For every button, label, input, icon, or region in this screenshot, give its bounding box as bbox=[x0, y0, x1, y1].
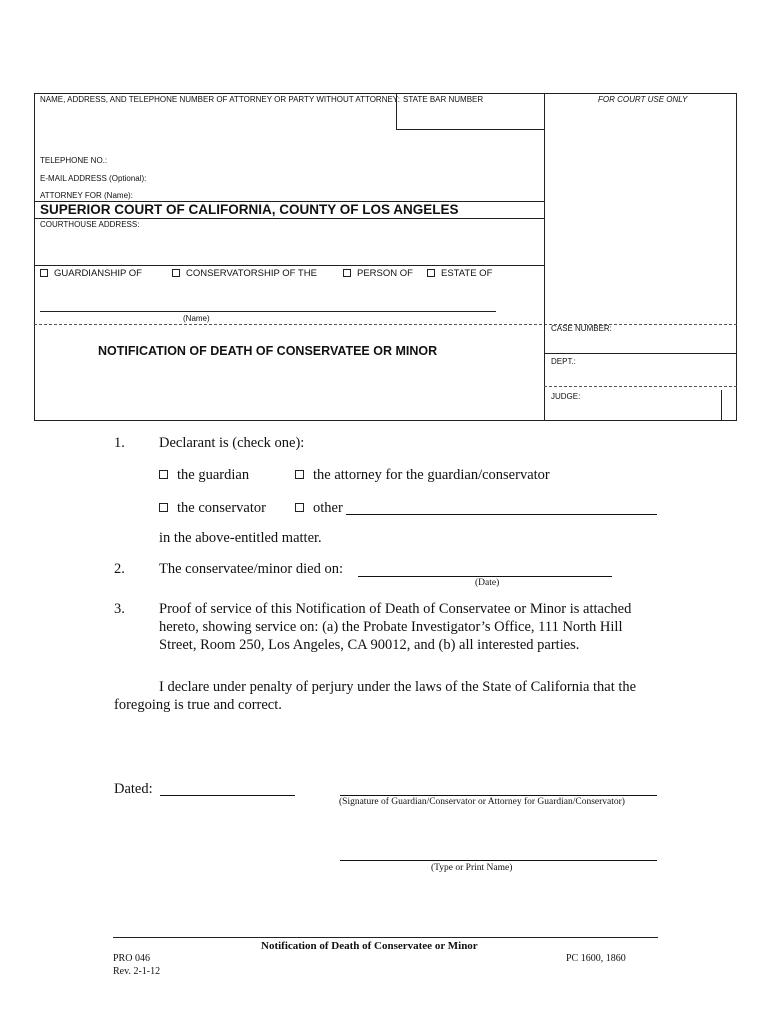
item3-line2: hereto, showing service on: (a) the Probate Investigator’s Office, 111 North Hill bbox=[159, 619, 623, 635]
dated-line[interactable] bbox=[160, 795, 295, 796]
court-name-bottom-rule bbox=[34, 218, 545, 219]
option-guardianship[interactable]: GUARDIANSHIP OF bbox=[40, 268, 142, 279]
caption-dashed-divider bbox=[34, 324, 737, 325]
dated-label: Dated: bbox=[114, 781, 153, 797]
print-name-line[interactable] bbox=[340, 860, 657, 861]
signature-label: (Signature of Guardian/Conservator or Attorney for Guardian/Conservator) bbox=[339, 797, 625, 807]
email-label: E-MAIL ADDRESS (Optional): bbox=[40, 174, 147, 183]
item1-tail: in the above-entitled matter. bbox=[159, 530, 322, 546]
attorney-for-label: ATTORNEY FOR (Name): bbox=[40, 191, 133, 200]
name-line[interactable] bbox=[40, 311, 496, 312]
other-checkbox[interactable] bbox=[295, 503, 304, 512]
item2-text: The conservatee/minor died on: bbox=[159, 561, 344, 577]
item3-line1: Proof of service of this Notification of Death of Conservatee or Minor is attached bbox=[159, 601, 632, 617]
judge-label: JUDGE: bbox=[551, 392, 581, 401]
state-bar-bottom bbox=[396, 129, 545, 130]
option-person[interactable]: PERSON OF bbox=[343, 268, 413, 279]
footer-rule bbox=[113, 937, 658, 938]
case-column-divider bbox=[544, 324, 545, 421]
print-name-label: (Type or Print Name) bbox=[431, 863, 513, 873]
case-number-bottom bbox=[544, 353, 737, 354]
item3-line3: Street, Room 250, Los Angeles, CA 90012, and (b) all interested parties. bbox=[159, 637, 580, 653]
name-label: (Name) bbox=[183, 314, 210, 323]
dept-label: DEPT.: bbox=[551, 357, 576, 366]
option-estate[interactable]: ESTATE OF bbox=[427, 268, 492, 279]
state-bar-label: STATE BAR NUMBER bbox=[403, 95, 484, 104]
case-number-label: CASE NUMBER: bbox=[551, 324, 612, 333]
estate-checkbox[interactable] bbox=[427, 269, 435, 277]
person-checkbox[interactable] bbox=[343, 269, 351, 277]
item2-number: 2. bbox=[114, 561, 125, 577]
guardian-checkbox[interactable] bbox=[159, 470, 168, 479]
footer-title: Notification of Death of Conservatee or Minor bbox=[261, 940, 478, 952]
conservatorship-checkbox[interactable] bbox=[172, 269, 180, 277]
form-revision: Rev. 2-1-12 bbox=[113, 966, 161, 977]
telephone-label: TELEPHONE NO.: bbox=[40, 156, 108, 165]
choice-attorney[interactable]: the attorney for the guardian/conservator bbox=[295, 467, 550, 484]
guardianship-checkbox[interactable] bbox=[40, 269, 48, 277]
attorney-label: NAME, ADDRESS, AND TELEPHONE NUMBER OF ATTORNEY OR PARTY WITHOUT ATTORNEY: bbox=[40, 95, 400, 104]
item3-number: 3. bbox=[114, 601, 125, 617]
options-top-rule bbox=[34, 265, 545, 266]
judge-room-divider bbox=[721, 390, 722, 421]
choice-guardian[interactable]: the guardian bbox=[159, 467, 249, 484]
option-conservatorship[interactable]: CONSERVATORSHIP OF THE bbox=[172, 268, 317, 279]
date-label: (Date) bbox=[475, 578, 500, 588]
choice-other[interactable]: other bbox=[295, 500, 343, 517]
choice-conservator[interactable]: the conservator bbox=[159, 500, 266, 517]
conservator-checkbox[interactable] bbox=[159, 503, 168, 512]
item1-text: Declarant is (check one): bbox=[159, 435, 305, 451]
statute-reference: PC 1600, 1860 bbox=[566, 953, 626, 964]
form-title: NOTIFICATION OF DEATH OF CONSERVATEE OR MINOR bbox=[98, 344, 438, 358]
attorney-checkbox[interactable] bbox=[295, 470, 304, 479]
death-date-line[interactable] bbox=[358, 576, 612, 577]
court-use-label: FOR COURT USE ONLY bbox=[598, 95, 688, 104]
signature-line[interactable] bbox=[340, 795, 657, 796]
dept-bottom bbox=[544, 386, 737, 387]
caption-box bbox=[34, 93, 737, 421]
other-line[interactable] bbox=[346, 514, 657, 515]
form-code: PRO 046 bbox=[113, 953, 150, 964]
courthouse-label: COURTHOUSE ADDRESS: bbox=[40, 220, 140, 229]
declaration-line2: foregoing is true and correct. bbox=[114, 697, 282, 713]
declaration-line1: I declare under penalty of perjury under the laws of the State of California that the bbox=[159, 679, 637, 695]
court-name: SUPERIOR COURT OF CALIFORNIA, COUNTY OF LOS ANGELES bbox=[40, 202, 459, 217]
item1-number: 1. bbox=[114, 435, 125, 451]
